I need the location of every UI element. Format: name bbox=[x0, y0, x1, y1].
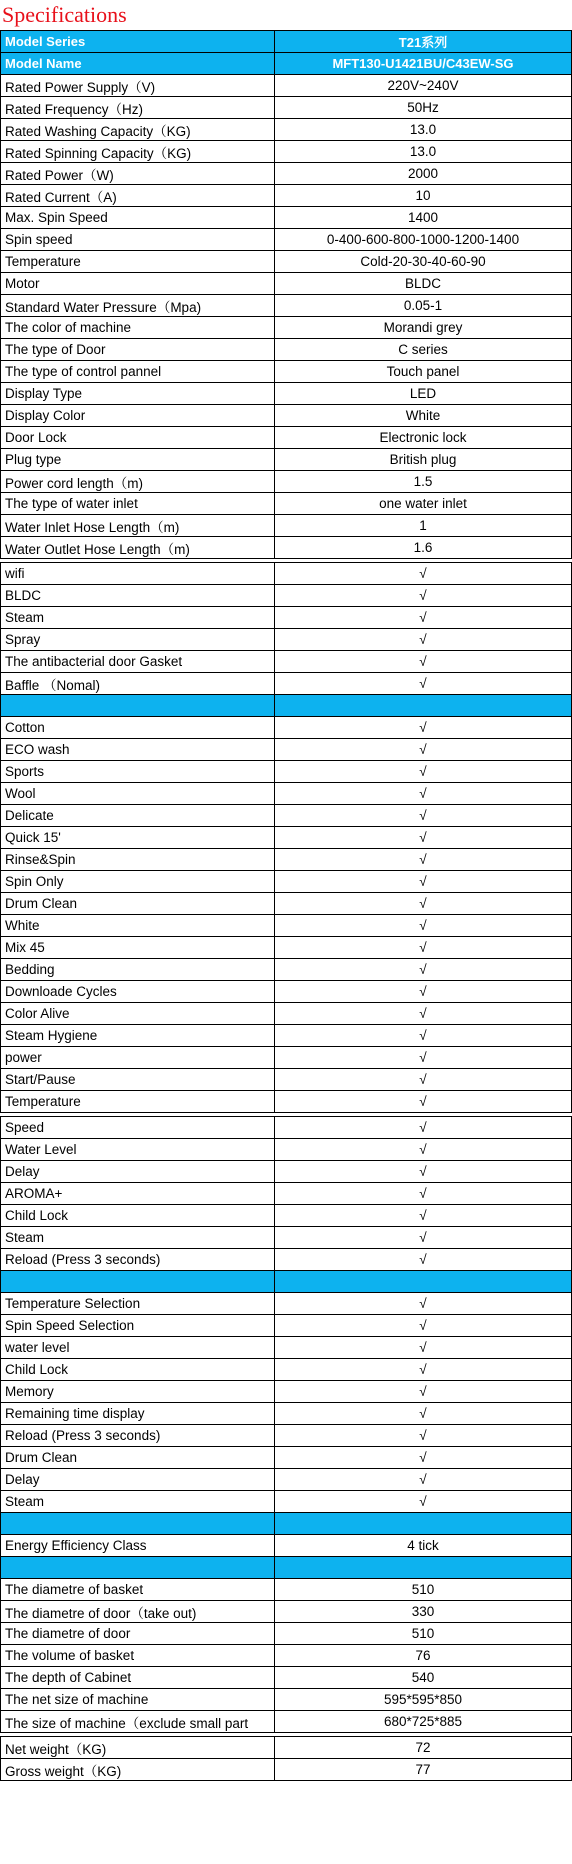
spec-value: √ bbox=[275, 959, 572, 981]
header-value: T21系列 bbox=[275, 31, 572, 53]
spec-label: The antibacterial door Gasket bbox=[1, 651, 275, 673]
spec-row bbox=[1, 1491, 572, 1513]
spec-row bbox=[1, 163, 572, 185]
spec-label: Rated Spinning Capacity（KG) bbox=[1, 141, 275, 163]
spec-row bbox=[1, 629, 572, 651]
spec-value: √ bbox=[275, 563, 572, 585]
spec-value: √ bbox=[275, 1205, 572, 1227]
spec-value: √ bbox=[275, 1425, 572, 1447]
spec-label: Drum Clean bbox=[1, 893, 275, 915]
spec-row bbox=[1, 717, 572, 739]
spec-value: 220V~240V bbox=[275, 75, 572, 97]
spec-row bbox=[1, 673, 572, 695]
spec-row bbox=[1, 1161, 572, 1183]
spec-value: 50Hz bbox=[275, 97, 572, 119]
spec-label: Max. Spin Speed bbox=[1, 207, 275, 229]
spec-row bbox=[1, 1249, 572, 1271]
spec-row bbox=[1, 1025, 572, 1047]
spec-label: Sports bbox=[1, 761, 275, 783]
spec-row bbox=[1, 739, 572, 761]
spec-label: Rated Power（W) bbox=[1, 163, 275, 185]
spec-row bbox=[1, 295, 572, 317]
spec-row bbox=[1, 1623, 572, 1645]
spec-value: √ bbox=[275, 1161, 572, 1183]
section-separator bbox=[1, 695, 572, 717]
spec-label: Cotton bbox=[1, 717, 275, 739]
spec-value: √ bbox=[275, 739, 572, 761]
spec-label: Net weight（KG) bbox=[1, 1737, 275, 1759]
spec-row bbox=[1, 405, 572, 427]
spec-row bbox=[1, 1667, 572, 1689]
header-label: Model Series bbox=[1, 31, 275, 53]
spec-label: Steam bbox=[1, 1491, 275, 1513]
spec-label: Spray bbox=[1, 629, 275, 651]
spec-label: AROMA+ bbox=[1, 1183, 275, 1205]
spec-label: Rated Current（A) bbox=[1, 185, 275, 207]
spec-row bbox=[1, 585, 572, 607]
spec-label: Spin Speed Selection bbox=[1, 1315, 275, 1337]
spec-value: √ bbox=[275, 1249, 572, 1271]
spec-label: Downloade Cycles bbox=[1, 981, 275, 1003]
spec-label: The type of water inlet bbox=[1, 493, 275, 515]
spec-value: Electronic lock bbox=[275, 427, 572, 449]
spec-label: wifi bbox=[1, 563, 275, 585]
spec-value: 0.05-1 bbox=[275, 295, 572, 317]
spec-label: Plug type bbox=[1, 449, 275, 471]
spec-label: Delay bbox=[1, 1161, 275, 1183]
spec-value: Morandi grey bbox=[275, 317, 572, 339]
spec-row bbox=[1, 449, 572, 471]
spec-label: Mix 45 bbox=[1, 937, 275, 959]
section-separator bbox=[1, 1513, 572, 1535]
spec-value: British plug bbox=[275, 449, 572, 471]
spec-value: 510 bbox=[275, 1623, 572, 1645]
spec-label: The depth of Cabinet bbox=[1, 1667, 275, 1689]
spec-row bbox=[1, 1069, 572, 1091]
spec-value: 13.0 bbox=[275, 141, 572, 163]
separator-cell bbox=[275, 1557, 572, 1579]
spec-row bbox=[1, 229, 572, 251]
spec-table bbox=[0, 30, 572, 1781]
spec-row bbox=[1, 1091, 572, 1113]
spec-label: Power cord length（m) bbox=[1, 471, 275, 493]
spec-row bbox=[1, 493, 572, 515]
spec-label: Water Outlet Hose Length（m) bbox=[1, 537, 275, 559]
spec-label: Steam bbox=[1, 1227, 275, 1249]
spec-label: Water Level bbox=[1, 1139, 275, 1161]
separator-cell bbox=[275, 695, 572, 717]
spec-label: Quick 15' bbox=[1, 827, 275, 849]
spec-row bbox=[1, 783, 572, 805]
spec-row bbox=[1, 1315, 572, 1337]
separator-cell bbox=[1, 1557, 275, 1579]
section-separator bbox=[1, 1557, 572, 1579]
separator-cell bbox=[275, 1513, 572, 1535]
spec-row bbox=[1, 981, 572, 1003]
spec-value: 330 bbox=[275, 1601, 572, 1623]
spec-row bbox=[1, 915, 572, 937]
spec-label: The type of control pannel bbox=[1, 361, 275, 383]
spec-row bbox=[1, 1645, 572, 1667]
spec-label: Rated Power Supply（V) bbox=[1, 75, 275, 97]
spec-label: Steam Hygiene bbox=[1, 1025, 275, 1047]
spec-label: The diametre of door（take out) bbox=[1, 1601, 275, 1623]
spec-value: √ bbox=[275, 1491, 572, 1513]
spec-value: √ bbox=[275, 871, 572, 893]
spec-label: Energy Efficiency Class bbox=[1, 1535, 275, 1557]
spec-value: √ bbox=[275, 1293, 572, 1315]
spec-value: √ bbox=[275, 1403, 572, 1425]
separator-cell bbox=[275, 1271, 572, 1293]
spec-value: √ bbox=[275, 783, 572, 805]
spec-row bbox=[1, 1403, 572, 1425]
spec-value: √ bbox=[275, 849, 572, 871]
spec-value: Touch panel bbox=[275, 361, 572, 383]
spec-label: Display Type bbox=[1, 383, 275, 405]
spec-row bbox=[1, 1737, 572, 1759]
separator-cell bbox=[1, 1271, 275, 1293]
spec-row bbox=[1, 339, 572, 361]
spec-value: √ bbox=[275, 981, 572, 1003]
spec-value: √ bbox=[275, 651, 572, 673]
spec-label: The diametre of door bbox=[1, 1623, 275, 1645]
spec-label: Rinse&Spin bbox=[1, 849, 275, 871]
spec-row bbox=[1, 141, 572, 163]
header-label: Model Name bbox=[1, 53, 275, 75]
spec-value: √ bbox=[275, 607, 572, 629]
spec-row bbox=[1, 1117, 572, 1139]
spec-value: √ bbox=[275, 1315, 572, 1337]
spec-label: Child Lock bbox=[1, 1359, 275, 1381]
spec-row bbox=[1, 1535, 572, 1557]
spec-value: √ bbox=[275, 1117, 572, 1139]
spec-label: Reload (Press 3 seconds) bbox=[1, 1249, 275, 1271]
spec-label: The diametre of basket bbox=[1, 1579, 275, 1601]
spec-label: Spin speed bbox=[1, 229, 275, 251]
spec-label: Reload (Press 3 seconds) bbox=[1, 1425, 275, 1447]
separator-cell bbox=[1, 1513, 275, 1535]
spec-value: Cold-20-30-40-60-90 bbox=[275, 251, 572, 273]
spec-value: BLDC bbox=[275, 273, 572, 295]
spec-label: Temperature bbox=[1, 251, 275, 273]
spec-label: Speed bbox=[1, 1117, 275, 1139]
spec-label: The size of machine（exclude small part bbox=[1, 1711, 275, 1733]
spec-label: Start/Pause bbox=[1, 1069, 275, 1091]
spec-row bbox=[1, 1337, 572, 1359]
separator-cell bbox=[1, 695, 275, 717]
spec-row bbox=[1, 563, 572, 585]
spec-row bbox=[1, 761, 572, 783]
spec-row bbox=[1, 207, 572, 229]
spec-row bbox=[1, 1139, 572, 1161]
spec-value: √ bbox=[275, 1139, 572, 1161]
spec-label: Delay bbox=[1, 1469, 275, 1491]
spec-row bbox=[1, 651, 572, 673]
spec-label: Standard Water Pressure（Mpa) bbox=[1, 295, 275, 317]
spec-label: Gross weight（KG) bbox=[1, 1759, 275, 1781]
spec-label: Child Lock bbox=[1, 1205, 275, 1227]
spec-value: √ bbox=[275, 893, 572, 915]
spec-label: Wool bbox=[1, 783, 275, 805]
spec-label: Temperature Selection bbox=[1, 1293, 275, 1315]
spec-row bbox=[1, 383, 572, 405]
spec-row bbox=[1, 273, 572, 295]
spec-row bbox=[1, 537, 572, 559]
spec-value: √ bbox=[275, 1381, 572, 1403]
spec-row bbox=[1, 515, 572, 537]
spec-value: 1 bbox=[275, 515, 572, 537]
spec-row bbox=[1, 1047, 572, 1069]
spec-value: √ bbox=[275, 1469, 572, 1491]
spec-row bbox=[1, 1759, 572, 1781]
spec-label: Display Color bbox=[1, 405, 275, 427]
spec-value: √ bbox=[275, 1227, 572, 1249]
spec-row bbox=[1, 827, 572, 849]
spec-value: √ bbox=[275, 585, 572, 607]
spec-label: Memory bbox=[1, 1381, 275, 1403]
page-title: Specifications bbox=[2, 2, 127, 27]
spec-value: √ bbox=[275, 1047, 572, 1069]
section-separator bbox=[1, 1271, 572, 1293]
spec-value: 680*725*885 bbox=[275, 1711, 572, 1733]
spec-value: √ bbox=[275, 1447, 572, 1469]
spec-label: Water Inlet Hose Length（m) bbox=[1, 515, 275, 537]
spec-row bbox=[1, 119, 572, 141]
spec-row bbox=[1, 1293, 572, 1315]
spec-row bbox=[1, 849, 572, 871]
spec-value: √ bbox=[275, 937, 572, 959]
spec-value: √ bbox=[275, 1069, 572, 1091]
spec-label: Rated Washing Capacity（KG) bbox=[1, 119, 275, 141]
spec-label: Spin Only bbox=[1, 871, 275, 893]
spec-row bbox=[1, 1205, 572, 1227]
spec-row bbox=[1, 959, 572, 981]
spec-value: √ bbox=[275, 629, 572, 651]
spec-value: 77 bbox=[275, 1759, 572, 1781]
spec-value: LED bbox=[275, 383, 572, 405]
header-value: MFT130-U1421BU/C43EW-SG bbox=[275, 53, 572, 75]
spec-row bbox=[1, 427, 572, 449]
header-row bbox=[1, 53, 572, 75]
spec-value: √ bbox=[275, 673, 572, 695]
spec-label: Rated Frequency（Hz) bbox=[1, 97, 275, 119]
spec-row bbox=[1, 1689, 572, 1711]
spec-value: √ bbox=[275, 915, 572, 937]
spec-value: one water inlet bbox=[275, 493, 572, 515]
spec-label: ECO wash bbox=[1, 739, 275, 761]
spec-row bbox=[1, 871, 572, 893]
spec-row bbox=[1, 1227, 572, 1249]
spec-row bbox=[1, 75, 572, 97]
spec-value: 0-400-600-800-1000-1200-1400 bbox=[275, 229, 572, 251]
spec-value: √ bbox=[275, 1359, 572, 1381]
spec-label: The type of Door bbox=[1, 339, 275, 361]
spec-row bbox=[1, 1447, 572, 1469]
spec-row bbox=[1, 1469, 572, 1491]
spec-row bbox=[1, 1003, 572, 1025]
spec-row bbox=[1, 1601, 572, 1623]
spec-row bbox=[1, 317, 572, 339]
spec-row bbox=[1, 185, 572, 207]
spec-label: Delicate bbox=[1, 805, 275, 827]
spec-label: BLDC bbox=[1, 585, 275, 607]
spec-value: √ bbox=[275, 1025, 572, 1047]
spec-value: 1400 bbox=[275, 207, 572, 229]
spec-value: √ bbox=[275, 761, 572, 783]
spec-row bbox=[1, 1381, 572, 1403]
spec-label: Bedding bbox=[1, 959, 275, 981]
spec-value: √ bbox=[275, 1003, 572, 1025]
spec-row bbox=[1, 1425, 572, 1447]
spec-row bbox=[1, 471, 572, 493]
spec-value: 540 bbox=[275, 1667, 572, 1689]
spec-row bbox=[1, 361, 572, 383]
spec-value: √ bbox=[275, 1183, 572, 1205]
spec-row bbox=[1, 1579, 572, 1601]
spec-label: Drum Clean bbox=[1, 1447, 275, 1469]
spec-label: Remaining time display bbox=[1, 1403, 275, 1425]
spec-label: Baffle （Nomal) bbox=[1, 673, 275, 695]
spec-row bbox=[1, 937, 572, 959]
spec-value: 76 bbox=[275, 1645, 572, 1667]
spec-value: √ bbox=[275, 805, 572, 827]
spec-label: Temperature bbox=[1, 1091, 275, 1113]
header-row bbox=[1, 31, 572, 53]
spec-value: White bbox=[275, 405, 572, 427]
spec-value: 10 bbox=[275, 185, 572, 207]
spec-row bbox=[1, 1183, 572, 1205]
spec-label: power bbox=[1, 1047, 275, 1069]
spec-label: Steam bbox=[1, 607, 275, 629]
spec-row bbox=[1, 1359, 572, 1381]
spec-label: Color Alive bbox=[1, 1003, 275, 1025]
spec-row bbox=[1, 97, 572, 119]
spec-label: The color of machine bbox=[1, 317, 275, 339]
spec-value: √ bbox=[275, 717, 572, 739]
spec-value: 595*595*850 bbox=[275, 1689, 572, 1711]
spec-label: The volume of basket bbox=[1, 1645, 275, 1667]
spec-value: √ bbox=[275, 1337, 572, 1359]
spec-label: Motor bbox=[1, 273, 275, 295]
spec-value: 13.0 bbox=[275, 119, 572, 141]
spec-value: 2000 bbox=[275, 163, 572, 185]
spec-value: √ bbox=[275, 827, 572, 849]
spec-row bbox=[1, 1711, 572, 1733]
spec-value: 72 bbox=[275, 1737, 572, 1759]
spec-value: 1.6 bbox=[275, 537, 572, 559]
spec-row bbox=[1, 805, 572, 827]
spec-label: Door Lock bbox=[1, 427, 275, 449]
spec-label: The net size of machine bbox=[1, 1689, 275, 1711]
spec-row bbox=[1, 251, 572, 273]
spec-value: C series bbox=[275, 339, 572, 361]
spec-value: 1.5 bbox=[275, 471, 572, 493]
spec-label: water level bbox=[1, 1337, 275, 1359]
spec-row bbox=[1, 607, 572, 629]
spec-value: 4 tick bbox=[275, 1535, 572, 1557]
spec-value: √ bbox=[275, 1091, 572, 1113]
spec-label: White bbox=[1, 915, 275, 937]
spec-row bbox=[1, 893, 572, 915]
spec-value: 510 bbox=[275, 1579, 572, 1601]
